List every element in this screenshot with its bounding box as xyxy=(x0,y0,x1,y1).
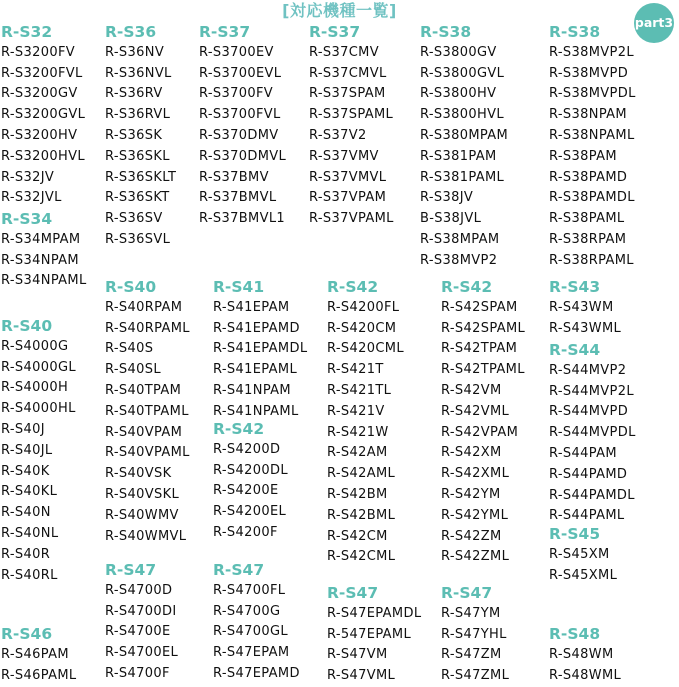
model-number: R-S40SL xyxy=(105,362,161,378)
model-number: R-S38MVPDL xyxy=(549,86,636,102)
model-number: R-S4700FL xyxy=(213,582,286,598)
model-number: R-S38MVP2L xyxy=(549,44,634,60)
model-number: R-S38RPAM xyxy=(549,231,627,247)
model-number: R-S36SKLT xyxy=(105,169,177,185)
model-number: R-S34NPAM xyxy=(1,252,79,268)
model-number: R-S45XML xyxy=(549,567,618,583)
group-heading: R-S32 xyxy=(1,23,53,41)
model-number: R-S3800HVL xyxy=(420,107,504,123)
model-number: R-S40VSKL xyxy=(105,486,180,502)
model-number: R-S34NPAML xyxy=(1,273,87,289)
model-number: R-S38RPAML xyxy=(549,252,634,268)
model-number: R-S36SK xyxy=(105,127,163,143)
model-number: R-S41EPAM xyxy=(213,299,290,315)
model-number: R-S4200D xyxy=(213,441,281,457)
model-number: R-S380MPAM xyxy=(420,127,509,143)
model-number: R-S42VPAM xyxy=(441,424,519,440)
model-number: R-S36SKT xyxy=(105,190,170,206)
group-heading: R-S40 xyxy=(1,317,53,335)
model-number: R-S37SPAML xyxy=(309,107,394,123)
model-number: R-S42ZML xyxy=(441,549,510,565)
model-number: R-S42BM xyxy=(327,486,388,502)
model-number: R-S47YM xyxy=(441,605,501,621)
model-number: R-S41NPAM xyxy=(213,382,291,398)
part-badge: part3 xyxy=(634,3,674,43)
group-heading: R-S38 xyxy=(549,23,601,41)
model-number: R-S40J xyxy=(1,421,45,437)
model-group-r-s42-b xyxy=(327,277,404,568)
model-group-r-s42-c xyxy=(441,277,525,568)
model-group-r-s38-b xyxy=(549,22,636,272)
model-number: R-S44MVP2 xyxy=(549,362,627,378)
model-number: R-S4700E xyxy=(105,624,171,640)
model-number: R-S34MPAM xyxy=(1,231,81,247)
group-heading: R-S42 xyxy=(213,420,265,438)
model-group-r-s32 xyxy=(1,22,85,209)
model-number: R-S40VPAML xyxy=(105,445,190,461)
model-number: R-S40S xyxy=(105,341,154,357)
model-number: R-S44PAMDL xyxy=(549,487,635,503)
model-number: R-S38MVP2 xyxy=(420,252,498,268)
model-number: R-S4200DL xyxy=(213,462,288,478)
model-number: R-S42YM xyxy=(441,486,501,502)
group-heading: R-S34 xyxy=(1,210,53,228)
model-number: R-S42SPAML xyxy=(441,320,526,336)
group-heading: R-S43 xyxy=(549,278,601,296)
model-group-r-s47-d xyxy=(441,583,509,687)
model-number: R-S48WM xyxy=(549,646,614,662)
model-number: R-S37CMVL xyxy=(309,65,387,81)
model-number: R-S37VMVL xyxy=(309,169,387,185)
model-number: R-S36RV xyxy=(105,86,163,102)
model-number: R-S37VPAM xyxy=(309,190,387,206)
model-number: R-S40R xyxy=(1,546,51,562)
model-number: R-S4700G xyxy=(213,603,281,619)
model-number: R-S40K xyxy=(1,463,50,479)
model-number: R-S38PAML xyxy=(549,211,625,227)
model-group-r-s46 xyxy=(1,624,77,686)
model-number: R-S421T xyxy=(327,362,384,378)
model-number: R-S4700F xyxy=(105,665,170,681)
model-group-r-s40-b xyxy=(105,277,190,547)
model-number: R-S47ZML xyxy=(441,668,510,684)
model-group-r-s45 xyxy=(549,524,617,586)
model-group-r-s34 xyxy=(1,209,87,292)
model-group-r-s37-a xyxy=(199,22,286,230)
model-number: R-S4700EL xyxy=(105,645,179,661)
model-number: R-S38PAMD xyxy=(549,169,628,185)
model-group-r-s47-c xyxy=(327,583,421,687)
model-number: R-S42AML xyxy=(327,466,396,482)
model-number: R-S37BMV xyxy=(199,169,269,185)
model-number: R-S47EPAM xyxy=(213,645,290,661)
model-number: R-S370DMVL xyxy=(199,148,287,164)
model-number: R-S38PAMDL xyxy=(549,190,635,206)
model-number: R-S37SPAM xyxy=(309,86,386,102)
group-heading: R-S48 xyxy=(549,625,601,643)
model-number: R-S3200HV xyxy=(1,127,78,143)
model-number: R-S38PAM xyxy=(549,148,617,164)
model-number: R-S42XML xyxy=(441,466,510,482)
group-heading: R-S40 xyxy=(105,278,157,296)
model-number: R-S40TPAM xyxy=(105,382,182,398)
model-number: R-S40WMVL xyxy=(105,528,187,544)
group-heading: R-S45 xyxy=(549,525,601,543)
model-number: R-S38MVPD xyxy=(549,65,629,81)
model-number: R-S37VMV xyxy=(309,148,379,164)
group-heading: R-S36 xyxy=(105,23,157,41)
model-number: R-S40RL xyxy=(1,567,58,583)
model-number: R-S44MVP2L xyxy=(549,383,634,399)
model-number: R-S4000HL xyxy=(1,401,76,417)
model-number: R-S37VPAML xyxy=(309,211,394,227)
model-number: R-S37BMVL xyxy=(199,190,277,206)
model-number: R-S3200HVL xyxy=(1,148,85,164)
model-number: R-S41EPAMD xyxy=(213,320,300,336)
model-number: R-S40VSK xyxy=(105,466,172,482)
model-number: R-S3700FV xyxy=(199,86,274,102)
model-number: R-S40VPAM xyxy=(105,424,183,440)
model-number: R-S420CM xyxy=(327,320,397,336)
model-number: R-S42TPAM xyxy=(441,341,518,357)
model-number: R-S37V2 xyxy=(309,127,367,143)
model-group-r-s43 xyxy=(549,277,621,339)
model-number: R-S370DMV xyxy=(199,127,279,143)
model-group-r-s41 xyxy=(213,277,307,423)
model-number: R-S47YHL xyxy=(441,626,507,642)
model-number: R-S40NL xyxy=(1,525,59,541)
model-number: R-S44PAM xyxy=(549,445,617,461)
model-number: R-S42CML xyxy=(327,549,396,565)
model-group-r-s36 xyxy=(105,22,176,251)
model-number: R-S38JV xyxy=(420,190,474,206)
model-number: R-S36SV xyxy=(105,211,163,227)
model-number: R-S4700D xyxy=(105,582,173,598)
model-number: R-S42TPAML xyxy=(441,362,525,378)
model-number: R-S47EPAMDL xyxy=(327,605,422,621)
model-number: R-S40KL xyxy=(1,484,58,500)
group-heading: R-S42 xyxy=(327,278,379,296)
model-number: R-S4000GL xyxy=(1,359,76,375)
model-number: R-S40TPAML xyxy=(105,403,189,419)
model-number: B-S38JVL xyxy=(420,211,482,227)
model-number: R-S421TL xyxy=(327,382,392,398)
model-number: R-S420CML xyxy=(327,341,404,357)
model-number: R-S42XM xyxy=(441,445,502,461)
model-number: R-S32JVL xyxy=(1,190,62,206)
model-number: R-S4000G xyxy=(1,338,69,354)
model-number: R-S381PAM xyxy=(420,148,497,164)
model-number: R-S44PAML xyxy=(549,508,625,524)
group-heading: R-S47 xyxy=(327,584,379,602)
model-number: R-S44MVPD xyxy=(549,404,629,420)
model-number: R-S44MVPDL xyxy=(549,425,636,441)
model-number: R-S36RVL xyxy=(105,107,171,123)
model-number: R-S3200FV xyxy=(1,44,76,60)
model-group-r-s47-a xyxy=(105,560,178,685)
model-number: R-S46PAM xyxy=(1,646,69,662)
group-heading: R-S44 xyxy=(549,341,601,359)
group-heading: R-S38 xyxy=(420,23,472,41)
model-number: R-S36NVL xyxy=(105,65,172,81)
model-number: R-S3800HV xyxy=(420,86,497,102)
model-number: R-S36SVL xyxy=(105,231,171,247)
model-number: R-S47VML xyxy=(327,668,396,684)
group-heading: R-S37 xyxy=(199,23,251,41)
model-number: R-S36SKL xyxy=(105,148,170,164)
group-heading: R-S47 xyxy=(213,561,265,579)
model-number: R-S38NPAM xyxy=(549,107,627,123)
model-number: R-S40RPAM xyxy=(105,299,183,315)
model-number: R-S3700EV xyxy=(199,44,274,60)
model-number: R-S4200F xyxy=(213,524,278,540)
model-number: R-S4700GL xyxy=(213,624,288,640)
model-number: R-S43WML xyxy=(549,320,622,336)
model-number: R-S4000H xyxy=(1,380,69,396)
model-number: R-S3200GV xyxy=(1,86,78,102)
model-number: R-S42AM xyxy=(327,445,388,461)
model-number: R-S43WM xyxy=(549,299,614,315)
model-number: R-S3700EVL xyxy=(199,65,282,81)
group-heading: R-S41 xyxy=(213,278,265,296)
model-number: R-S421V xyxy=(327,403,385,419)
model-number: R-S381PAML xyxy=(420,169,505,185)
model-number: R-S37BMVL1 xyxy=(199,211,286,227)
model-number: R-S47ZM xyxy=(441,647,502,663)
model-number: R-S48WML xyxy=(549,667,622,683)
model-number: R-S41NPAML xyxy=(213,403,299,419)
model-number: R-S38MPAM xyxy=(420,231,500,247)
page-title: [対応機種一覧] xyxy=(282,1,397,20)
model-number: R-S42CM xyxy=(327,528,388,544)
model-number: R-S40WMV xyxy=(105,507,179,523)
model-number: R-S42VM xyxy=(441,382,502,398)
model-number: R-S40JL xyxy=(1,442,53,458)
group-heading: R-S37 xyxy=(309,23,361,41)
model-group-r-s42-a xyxy=(213,419,288,544)
model-number: R-S37CMV xyxy=(309,44,379,60)
model-number: R-S4200E xyxy=(213,483,279,499)
model-number: R-S40RPAML xyxy=(105,320,190,336)
model-number: R-S47EPAMD xyxy=(213,665,300,681)
model-number: R-S38NPAML xyxy=(549,127,635,143)
model-group-r-s38-a xyxy=(420,22,508,272)
model-number: R-S42ZM xyxy=(441,528,502,544)
model-number: R-S3800GVL xyxy=(420,65,505,81)
model-number: R-S3200FVL xyxy=(1,65,83,81)
model-number: R-S4200EL xyxy=(213,504,287,520)
model-number: R-S32JV xyxy=(1,169,55,185)
model-number: R-S42VML xyxy=(441,403,510,419)
group-heading: R-S47 xyxy=(441,584,493,602)
model-number: R-547EPAML xyxy=(327,626,412,642)
model-group-r-s40-a xyxy=(1,316,76,586)
model-group-r-s48 xyxy=(549,624,621,686)
model-number: R-S44PAMD xyxy=(549,466,628,482)
model-number: R-S3800GV xyxy=(420,44,497,60)
group-heading: R-S42 xyxy=(441,278,493,296)
model-number: R-S47VM xyxy=(327,647,388,663)
model-number: R-S42BML xyxy=(327,507,396,523)
model-number: R-S421W xyxy=(327,424,389,440)
model-number: R-S4700DI xyxy=(105,603,177,619)
model-group-r-s47-b xyxy=(213,560,300,685)
model-number: R-S4200FL xyxy=(327,299,400,315)
model-number: R-S40N xyxy=(1,505,51,521)
group-heading: R-S46 xyxy=(1,625,53,643)
model-number: R-S42YML xyxy=(441,507,509,523)
model-number: R-S45XM xyxy=(549,546,610,562)
model-number: R-S41EPAMDL xyxy=(213,341,308,357)
model-number: R-S46PAML xyxy=(1,667,77,683)
group-heading: R-S47 xyxy=(105,561,157,579)
model-number: R-S3700FVL xyxy=(199,107,281,123)
model-number: R-S36NV xyxy=(105,44,165,60)
model-group-r-s44 xyxy=(549,340,636,527)
model-group-r-s37-b xyxy=(309,22,394,230)
model-number: R-S42SPAM xyxy=(441,299,518,315)
model-number: R-S3200GVL xyxy=(1,107,86,123)
model-number: R-S41EPAML xyxy=(213,362,298,378)
